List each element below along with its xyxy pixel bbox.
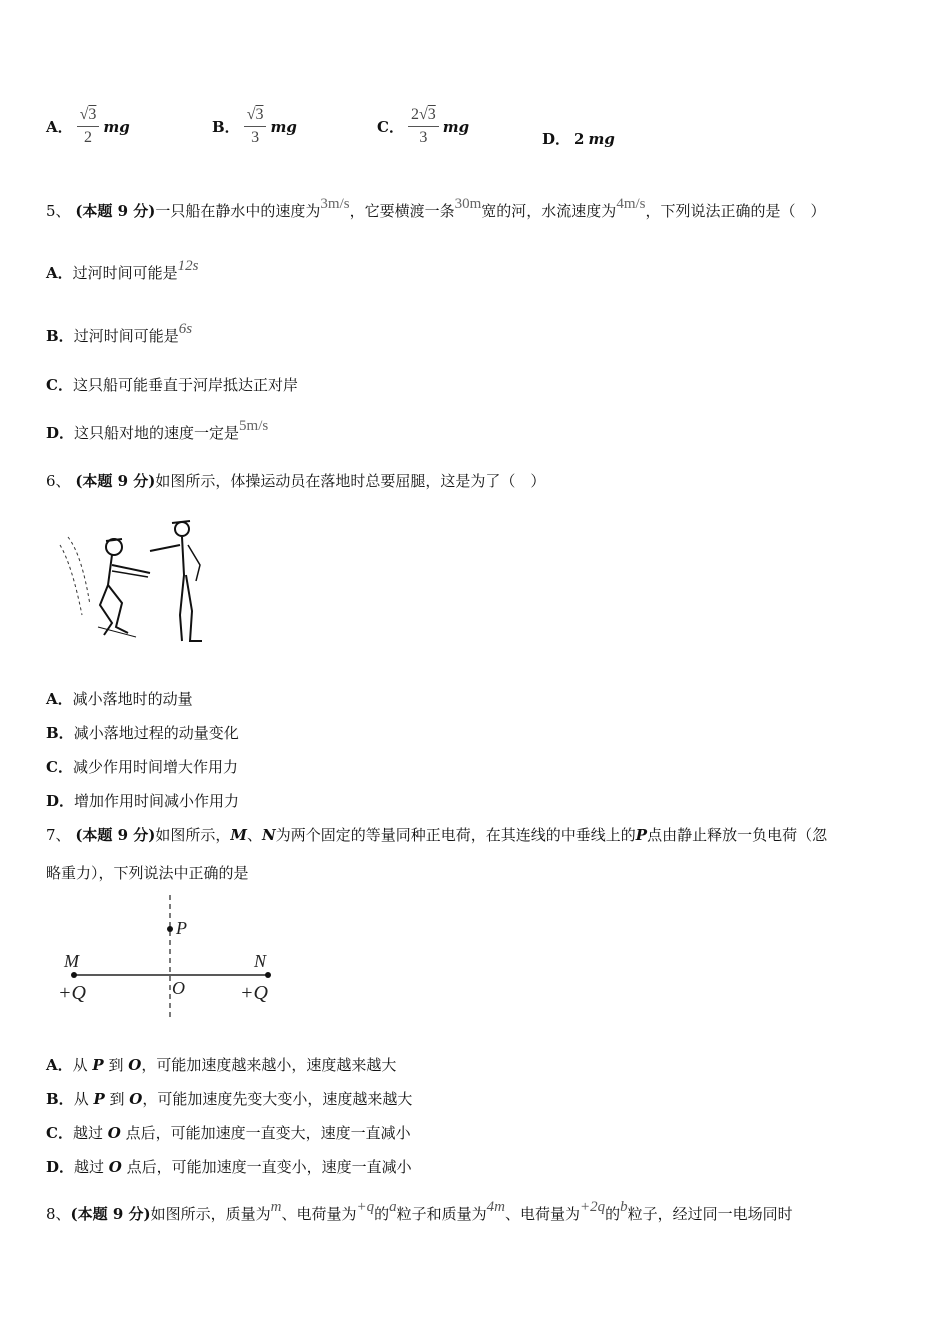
q5-stem: 5、 (本题 9 分)一只船在静水中的速度为3m/s，它要横渡一条30m宽的河，水流速度为4m/s，下列说法正确的是（ ）: [46, 196, 826, 220]
q4-option-a[interactable]: [46, 104, 130, 149]
q6-option-a[interactable]: A．减小落地时的动量: [46, 690, 193, 708]
unit-mg: mg: [442, 117, 470, 136]
option-label: A．: [46, 118, 73, 136]
unit-mg: mg: [103, 117, 130, 136]
label-o: O: [172, 978, 185, 998]
gymnast-figure: [52, 515, 222, 647]
charges-figure: [54, 893, 284, 1023]
option-label: C．: [377, 118, 404, 136]
label-n: N: [254, 951, 267, 971]
q8-stem: 8、(本题 9 分)如图所示，质量为m、电荷量为+q的a粒子和质量为4m、电荷量为+2q的b粒子，经过同一电场同时: [46, 1199, 793, 1223]
option-label: D．: [542, 130, 571, 148]
q7-option-b[interactable]: B．从 P 到 O，可能加速度先变大变小，速度越来越大: [46, 1090, 413, 1108]
q5-option-b[interactable]: B．过河时间可能是6s: [46, 321, 193, 345]
fraction: $\frac{√3}{3}$: [244, 104, 267, 149]
label-m: M: [64, 951, 79, 971]
q7-stem-line2: 略重力），下列说法中正确的是: [46, 864, 249, 882]
q7-stem: 7、 (本题 9 分)如图所示，M、N为两个固定的等量同种正电荷，在其连线的中垂线上的P点由静止释放一负电荷（忽: [46, 826, 828, 844]
q5-option-a[interactable]: A．过河时间可能是12s: [46, 258, 199, 282]
q7-option-c[interactable]: C．越过 O 点后，可能加速度一直变大，速度一直减小: [46, 1124, 411, 1142]
q6-option-b[interactable]: B．减小落地过程的动量变化: [46, 724, 239, 742]
q7-option-d[interactable]: D．越过 O 点后，可能加速度一直变小，速度一直减小: [46, 1158, 412, 1176]
value: 2: [574, 129, 585, 148]
label-p: P: [176, 918, 187, 938]
q6-option-c[interactable]: C．减少作用时间增大作用力: [46, 758, 238, 776]
q5-option-c[interactable]: C．这只船可能垂直于河岸抵达正对岸: [46, 376, 298, 394]
unit-mg: mg: [270, 117, 297, 136]
q4-option-d[interactable]: [542, 128, 615, 149]
q6-option-d[interactable]: D．增加作用时间减小作用力: [46, 792, 240, 810]
fraction: $\frac{2√3}{3}$: [408, 104, 439, 149]
label-q-left: +Q: [58, 982, 86, 1004]
q4-option-b[interactable]: [212, 104, 297, 149]
fraction: $\frac{√3}{2}$: [77, 104, 100, 149]
q5-option-d[interactable]: D．这只船对地的速度一定是5m/s: [46, 418, 269, 442]
q6-stem: 6、 (本题 9 分)如图所示，体操运动员在落地时总要屈腿，这是为了（ ）: [46, 472, 546, 490]
option-label: B．: [212, 118, 240, 136]
label-q-right: +Q: [240, 982, 268, 1004]
q7-option-a[interactable]: A．从 P 到 O，可能加速度越来越小，速度越来越大: [46, 1056, 397, 1074]
q4-option-c[interactable]: [377, 104, 469, 149]
unit-mg: mg: [588, 129, 615, 148]
